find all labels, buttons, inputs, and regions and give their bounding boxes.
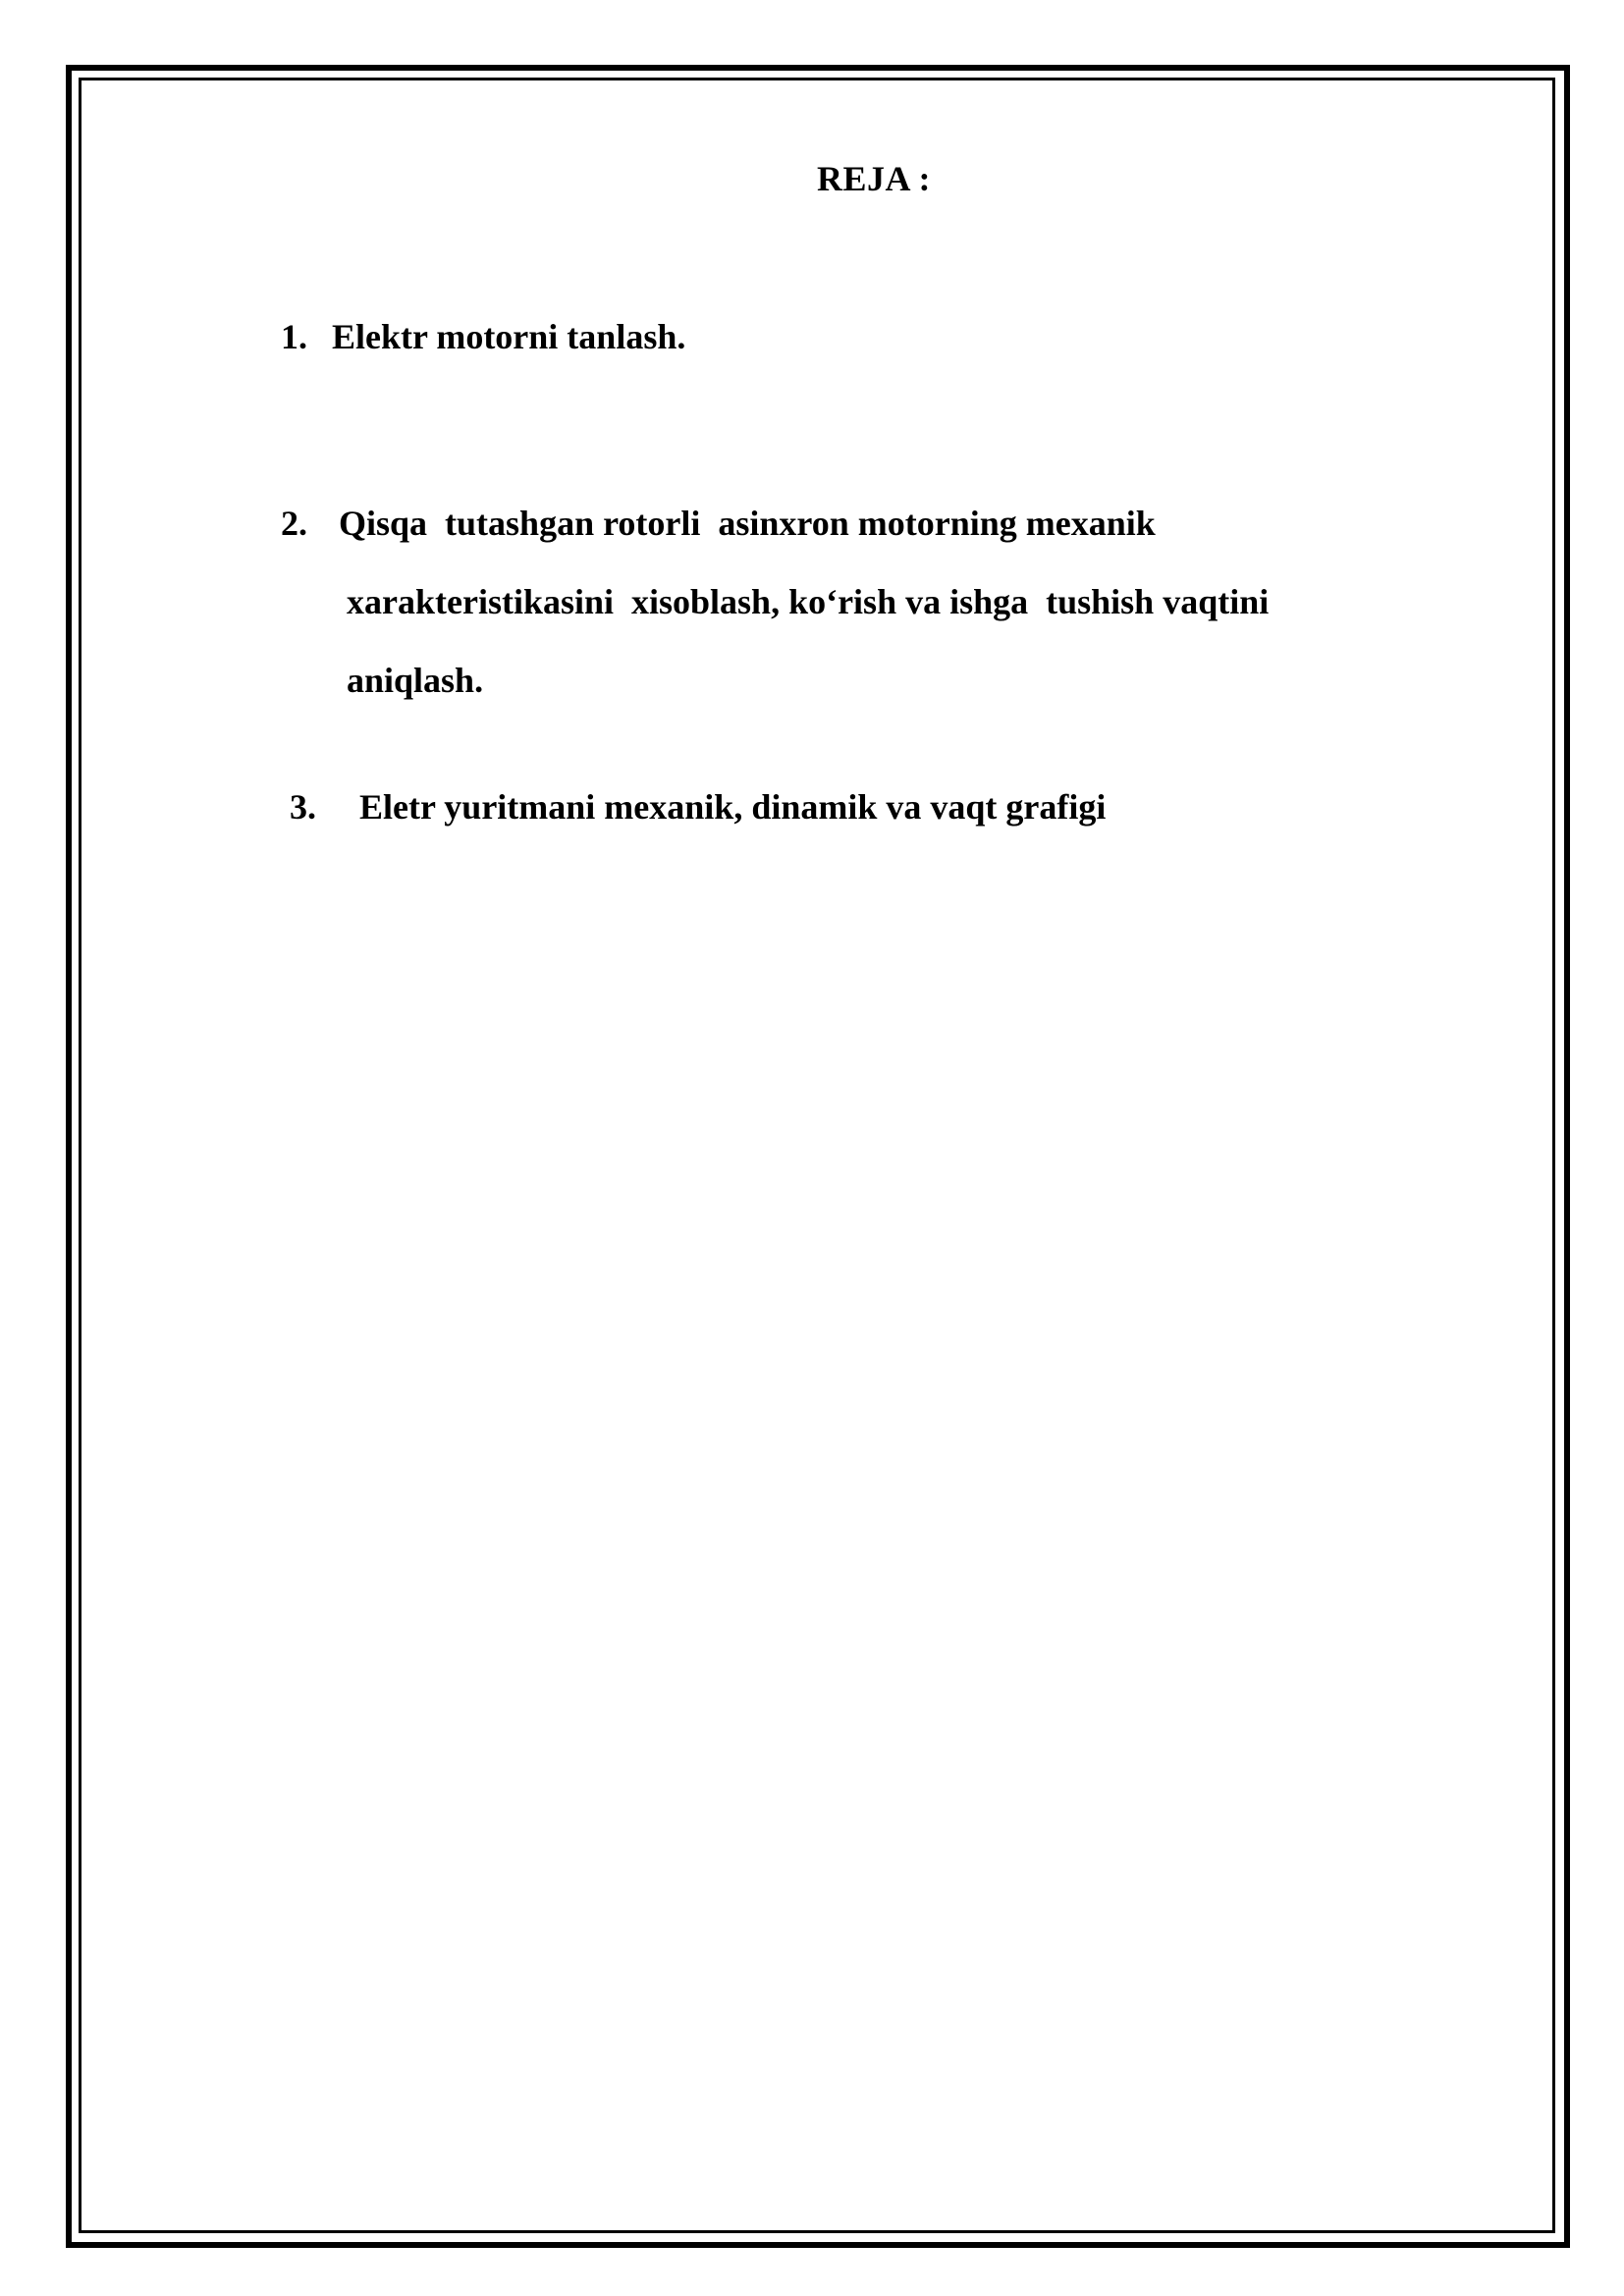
list-item-3-text: Eletr yuritmani mexanik, dinamik va vaqt grafigi [359,787,1107,827]
list-item-2-line-1: Qisqa tutashgan rotorli asinxron motorning mexanik [339,504,1156,543]
list-item-2-line-3: aniqlash. [347,661,484,700]
page-title: REJA : [816,159,931,198]
list-item-2-number: 2. [281,504,307,543]
list-item-3-number: 3. [290,787,316,827]
list-item-1-text: Elektr motorni tanlash. [332,317,686,356]
list-item-1-number: 1. [281,317,307,356]
page-border-inner [79,78,1555,2233]
list-item-2-line-2: xarakteristikasini xisoblash, ko‘rish va ishga tushish vaqtini [347,582,1270,621]
